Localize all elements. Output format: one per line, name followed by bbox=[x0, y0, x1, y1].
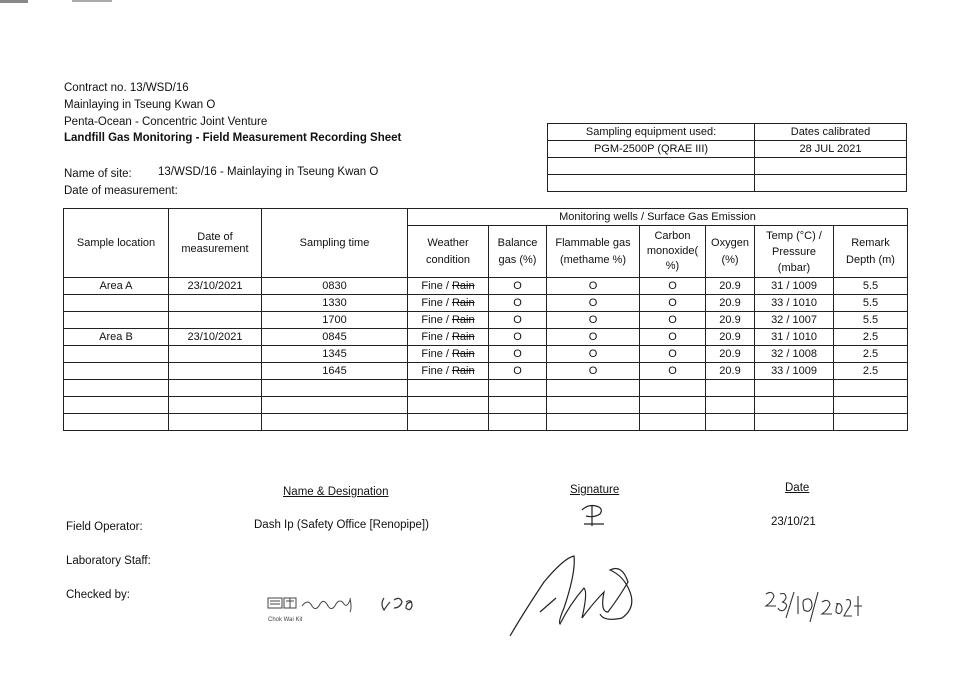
group-header: Monitoring wells / Surface Gas Emission bbox=[408, 209, 908, 226]
cell-balance bbox=[489, 380, 547, 397]
cell-location bbox=[64, 397, 169, 414]
cell-weather: Fine / Rain bbox=[408, 346, 489, 363]
cell-co: O bbox=[640, 363, 706, 380]
cell-temp: 33 / 1010 bbox=[755, 295, 834, 312]
cell-location bbox=[64, 312, 169, 329]
header-date: Date of measurement bbox=[169, 209, 262, 278]
table-row bbox=[64, 414, 908, 431]
cell-weather: Fine / Rain bbox=[408, 295, 489, 312]
cell-temp: 31 / 1010 bbox=[755, 329, 834, 346]
cell-oxygen: 20.9 bbox=[706, 363, 755, 380]
cell-remark bbox=[834, 397, 908, 414]
cell-flammable bbox=[547, 414, 640, 431]
cell-balance bbox=[489, 414, 547, 431]
measurement-table bbox=[63, 208, 908, 431]
table-row bbox=[64, 397, 908, 414]
field-operator-label: Field Operator: bbox=[66, 521, 143, 533]
cell-remark: 2.5 bbox=[834, 346, 908, 363]
cell-temp: 31 / 1009 bbox=[755, 278, 834, 295]
cell-oxygen: 20.9 bbox=[706, 295, 755, 312]
cell-date bbox=[169, 380, 262, 397]
cell-weather bbox=[408, 414, 489, 431]
cell-location bbox=[64, 380, 169, 397]
cell-co: O bbox=[640, 278, 706, 295]
cell-date: 23/10/2021 bbox=[169, 329, 262, 346]
cell-balance: O bbox=[489, 363, 547, 380]
cell-date bbox=[169, 414, 262, 431]
equipment-cell bbox=[548, 158, 755, 175]
header-remark: Remark Depth (m) bbox=[834, 226, 908, 278]
cell-flammable: O bbox=[547, 346, 640, 363]
header-oxygen: Oxygen (%) bbox=[706, 226, 755, 278]
equipment-table bbox=[547, 123, 907, 192]
cell-flammable: O bbox=[547, 363, 640, 380]
cell-balance: O bbox=[489, 295, 547, 312]
cell-time: 1345 bbox=[262, 346, 408, 363]
cell-time bbox=[262, 414, 408, 431]
equipment-header: Sampling equipment used: bbox=[548, 124, 755, 141]
site-value: 13/WSD/16 - Mainlaying in Tseung Kwan O bbox=[158, 166, 379, 178]
checked-by-signature bbox=[504, 552, 664, 642]
name-designation-heading: Name & Designation bbox=[283, 486, 389, 498]
date-heading: Date bbox=[785, 482, 810, 494]
cell-temp bbox=[755, 414, 834, 431]
cell-time bbox=[262, 397, 408, 414]
cell-date bbox=[169, 312, 262, 329]
calibration-header: Dates calibrated bbox=[755, 124, 907, 141]
cell-temp bbox=[755, 397, 834, 414]
measurement-date-label: Date of measurement: bbox=[64, 185, 178, 197]
equipment-cell: PGM-2500P (QRAE III) bbox=[548, 141, 755, 158]
cell-co bbox=[640, 414, 706, 431]
cell-oxygen: 20.9 bbox=[706, 346, 755, 363]
field-operator-name: Dash Ip (Safety Office [Renopipe]) bbox=[254, 519, 429, 531]
table-row bbox=[64, 278, 908, 295]
cell-weather bbox=[408, 380, 489, 397]
cell-flammable: O bbox=[547, 329, 640, 346]
cell-weather: Fine / Rain bbox=[408, 278, 489, 295]
header-weather: Weather condition bbox=[408, 226, 489, 278]
scan-edge-mark bbox=[72, 0, 112, 2]
cell-balance: O bbox=[489, 312, 547, 329]
cell-remark bbox=[834, 414, 908, 431]
cell-co: O bbox=[640, 329, 706, 346]
cell-balance: O bbox=[489, 278, 547, 295]
cell-co: O bbox=[640, 312, 706, 329]
cell-time: 1645 bbox=[262, 363, 408, 380]
table-row bbox=[64, 346, 908, 363]
signature-heading: Signature bbox=[570, 484, 620, 496]
table-row bbox=[64, 295, 908, 312]
cell-co bbox=[640, 397, 706, 414]
cell-location bbox=[64, 363, 169, 380]
cell-balance: O bbox=[489, 346, 547, 363]
cell-oxygen: 20.9 bbox=[706, 312, 755, 329]
cell-weather bbox=[408, 397, 489, 414]
scan-edge-mark bbox=[0, 0, 28, 3]
cell-temp bbox=[755, 380, 834, 397]
cell-oxygen: 20.9 bbox=[706, 329, 755, 346]
cell-date bbox=[169, 295, 262, 312]
cell-flammable: O bbox=[547, 312, 640, 329]
field-operator-date: 23/10/21 bbox=[771, 516, 816, 528]
cell-date: 23/10/2021 bbox=[169, 278, 262, 295]
cell-location bbox=[64, 414, 169, 431]
header-temp: Temp (°C) / Pressure (mbar) bbox=[755, 226, 834, 278]
cell-balance bbox=[489, 397, 547, 414]
cell-time: 1330 bbox=[262, 295, 408, 312]
cell-date bbox=[169, 363, 262, 380]
table-row bbox=[64, 312, 908, 329]
site-label: Name of site: bbox=[64, 168, 132, 180]
table-row bbox=[64, 380, 908, 397]
calibration-cell bbox=[755, 175, 907, 192]
cell-co: O bbox=[640, 346, 706, 363]
cell-oxygen bbox=[706, 397, 755, 414]
calibration-cell bbox=[755, 158, 907, 175]
cell-remark: 5.5 bbox=[834, 295, 908, 312]
cell-date bbox=[169, 346, 262, 363]
header-sample-location: Sample location bbox=[64, 209, 169, 278]
cell-flammable: O bbox=[547, 278, 640, 295]
cell-time bbox=[262, 380, 408, 397]
header-co: Carbon monoxide( %) bbox=[640, 226, 706, 278]
cell-remark: 2.5 bbox=[834, 329, 908, 346]
cell-oxygen: 20.9 bbox=[706, 278, 755, 295]
field-operator-signature bbox=[576, 500, 616, 532]
calibration-cell: 28 JUL 2021 bbox=[755, 141, 907, 158]
cell-time: 0845 bbox=[262, 329, 408, 346]
cell-co bbox=[640, 380, 706, 397]
cell-remark: 5.5 bbox=[834, 312, 908, 329]
checked-by-date bbox=[764, 588, 864, 628]
cell-time: 0830 bbox=[262, 278, 408, 295]
cell-balance: O bbox=[489, 329, 547, 346]
header-sampling-time: Sampling time bbox=[262, 209, 408, 278]
header-flammable: Flammable gas (methame %) bbox=[547, 226, 640, 278]
cell-location: Area B bbox=[64, 329, 169, 346]
contract-number: Contract no. 13/WSD/16 bbox=[64, 82, 189, 94]
header-balance: Balance gas (%) bbox=[489, 226, 547, 278]
table-row bbox=[64, 363, 908, 380]
stamp-text: Chok Wai Kit bbox=[268, 617, 303, 623]
sheet-title: Landfill Gas Monitoring - Field Measurement Recording Sheet bbox=[64, 132, 402, 144]
contractor-name: Penta-Ocean - Concentric Joint Venture bbox=[64, 116, 268, 128]
cell-temp: 32 / 1008 bbox=[755, 346, 834, 363]
cell-temp: 33 / 1009 bbox=[755, 363, 834, 380]
cell-remark: 2.5 bbox=[834, 363, 908, 380]
cell-flammable: O bbox=[547, 295, 640, 312]
lab-staff-label: Laboratory Staff: bbox=[66, 555, 151, 567]
cell-remark bbox=[834, 380, 908, 397]
cell-weather: Fine / Rain bbox=[408, 363, 489, 380]
cell-temp: 32 / 1007 bbox=[755, 312, 834, 329]
cell-oxygen bbox=[706, 380, 755, 397]
checked-by-label: Checked by: bbox=[66, 589, 130, 601]
project-name: Mainlaying in Tseung Kwan O bbox=[64, 99, 216, 111]
cell-weather: Fine / Rain bbox=[408, 312, 489, 329]
table-row bbox=[64, 329, 908, 346]
cell-flammable bbox=[547, 397, 640, 414]
cell-weather: Fine / Rain bbox=[408, 329, 489, 346]
cell-remark: 5.5 bbox=[834, 278, 908, 295]
cell-oxygen bbox=[706, 414, 755, 431]
cell-co: O bbox=[640, 295, 706, 312]
cell-time: 1700 bbox=[262, 312, 408, 329]
cell-location: Area A bbox=[64, 278, 169, 295]
cell-date bbox=[169, 397, 262, 414]
cell-location bbox=[64, 295, 169, 312]
cell-location bbox=[64, 346, 169, 363]
equipment-cell bbox=[548, 175, 755, 192]
cell-flammable bbox=[547, 380, 640, 397]
